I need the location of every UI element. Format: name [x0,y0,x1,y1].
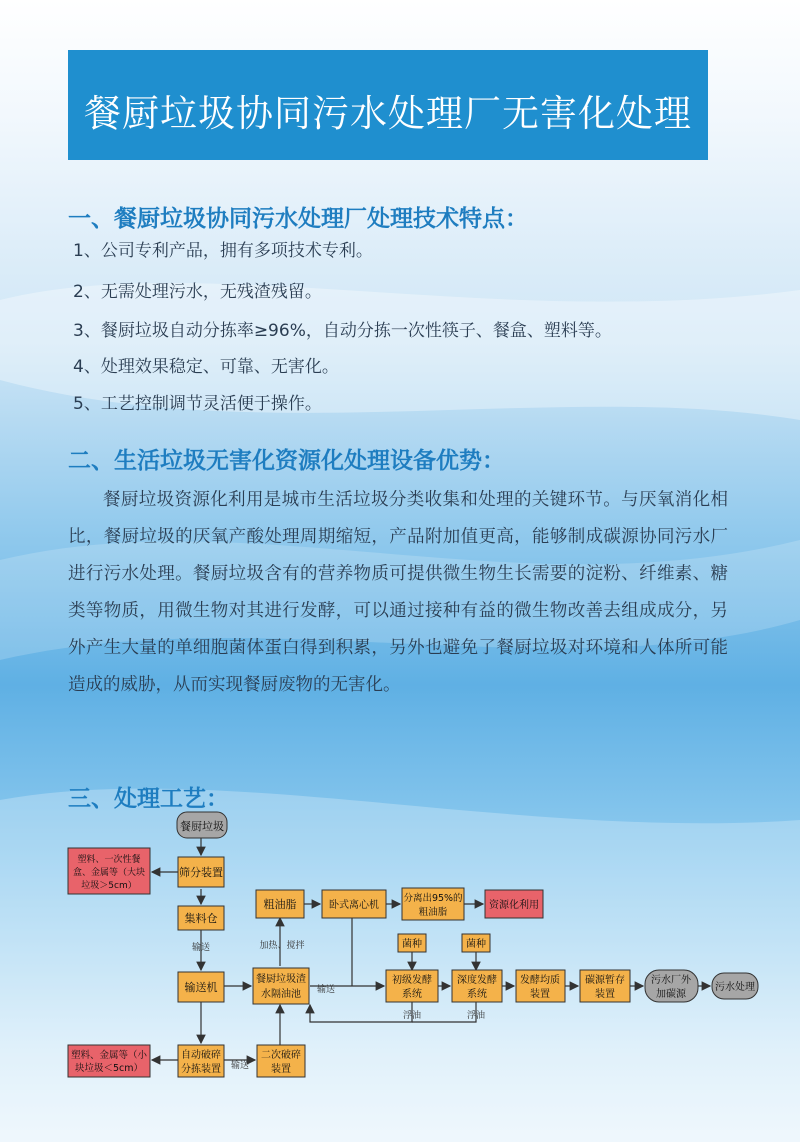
node-start [177,812,227,838]
svg-text:初级发酵: 初级发酵 [392,975,432,986]
node-plastic-small [68,1045,150,1077]
svg-text:筛分装置: 筛分装置 [179,866,223,879]
svg-text:块垃圾＜5cm）: 块垃圾＜5cm） [74,1063,144,1074]
node-seed-2 [462,934,490,952]
svg-text:塑料、一次性餐: 塑料、一次性餐 [77,855,141,865]
svg-text:分离出95%的: 分离出95%的 [403,893,463,904]
page-title: 餐厨垃圾协同污水处理厂无害化处理 [84,92,692,135]
section1-item: 4、处理效果稳定、可靠、无害化。 [73,357,339,377]
svg-text:污水厂外: 污水厂外 [651,975,691,986]
process-flow-diagram [0,800,800,1100]
node-end [712,973,758,999]
title-banner [68,50,708,160]
svg-text:系统: 系统 [402,989,422,1000]
section2-paragraph: 餐厨垃圾资源化利用是城市生活垃圾分类收集和处理的关键环节。与厌氧消化相比，餐厨垃圾的厌氧产酸处理周期缩短，产品附加值更高，能够制成碳源协同污水厂进行污水处理。餐厨垃圾含有的营养物质可提供微生物生长需要的淀粉、纤维素、糖类等物质，用微生物对其进行发酵，可以通过接种有益的微生物改善去组成成分，另外产生大量的单细胞菌体蛋白得到积累，另外也避免了餐厨垃圾对环境和人体所可能造成的威胁，从而实现餐厨废物的无害化。 [68,490,728,695]
svg-text:资源化利用: 资源化利用 [489,900,539,911]
svg-text:垃圾＞5cm）: 垃圾＞5cm） [81,881,137,891]
svg-text:集料仓: 集料仓 [184,912,218,925]
svg-text:加碳源: 加碳源 [656,989,686,1000]
svg-text:自动破碎: 自动破碎 [181,1050,221,1061]
svg-text:盒、金属等（大块: 盒、金属等（大块 [72,868,146,878]
svg-text:装置: 装置 [530,989,550,1000]
svg-text:碳源暂存: 碳源暂存 [585,975,625,986]
svg-text:粗油脂: 粗油脂 [418,907,448,918]
node-bin [178,906,224,930]
svg-text:深度发酵: 深度发酵 [457,975,497,986]
svg-text:菌种: 菌种 [466,939,486,950]
node-seed-1 [398,934,426,952]
node-resource [485,890,543,918]
svg-text:装置: 装置 [271,1064,291,1075]
section1-item: 3、餐厨垃圾自动分拣率≥96%，自动分拣一次性筷子、餐盒、塑料等。 [73,321,612,341]
node-storage [580,970,630,1002]
svg-text:输送机: 输送机 [184,981,218,994]
svg-text:菌种: 菌种 [402,939,422,950]
svg-text:餐厨垃圾渣: 餐厨垃圾渣 [256,974,306,985]
svg-text:污水处理: 污水处理 [715,982,755,993]
svg-text:粗油脂: 粗油脂 [263,898,297,911]
section1-item: 1、公司专利产品，拥有多项技术专利。 [73,241,373,261]
section2-heading: 二、生活垃圾无害化资源化处理设备优势： [68,448,505,474]
label-floating-oil-2: 浮油 [466,1011,486,1021]
section1-heading: 一、餐厨垃圾协同污水处理厂处理技术特点： [68,206,528,232]
node-plant-carbon [645,970,698,1002]
label-convey-1: 输送 [191,943,211,953]
node-crush-2 [257,1045,305,1077]
label-floating-oil-1: 浮油 [402,1011,422,1021]
svg-text:水隔油池: 水隔油池 [261,989,301,1000]
section1-item: 5、工艺控制调节灵活便于操作。 [73,394,322,414]
node-conveyor [178,972,224,1002]
svg-text:塑料、金属等（小: 塑料、金属等（小 [70,1050,148,1061]
section3-heading: 三、处理工艺： [68,786,229,812]
label-convey-2: 输送 [316,985,336,995]
section1-item: 2、无需处理污水，无残渣残留。 [73,282,322,302]
svg-text:餐厨垃圾: 餐厨垃圾 [180,820,224,833]
svg-text:系统: 系统 [467,989,487,1000]
node-homogenize [516,970,565,1002]
node-centrifuge [322,890,386,918]
node-plastic-large [68,848,150,894]
node-screen [178,857,224,887]
svg-text:分拣装置: 分拣装置 [181,1064,221,1075]
label-heat-stir: 加热、搅拌 [259,941,305,951]
svg-text:发酵均质: 发酵均质 [520,975,560,986]
node-ferm-1 [386,970,438,1002]
node-ferm-2 [452,970,502,1002]
node-crude-oil [256,890,304,918]
svg-text:装置: 装置 [595,989,615,1000]
label-convey-3: 输送 [230,1061,250,1071]
svg-text:二次破碎: 二次破碎 [261,1050,301,1061]
node-separator [253,968,309,1004]
node-crush-1 [178,1045,224,1077]
svg-text:卧式离心机: 卧式离心机 [329,900,379,911]
node-oil95 [402,888,464,920]
